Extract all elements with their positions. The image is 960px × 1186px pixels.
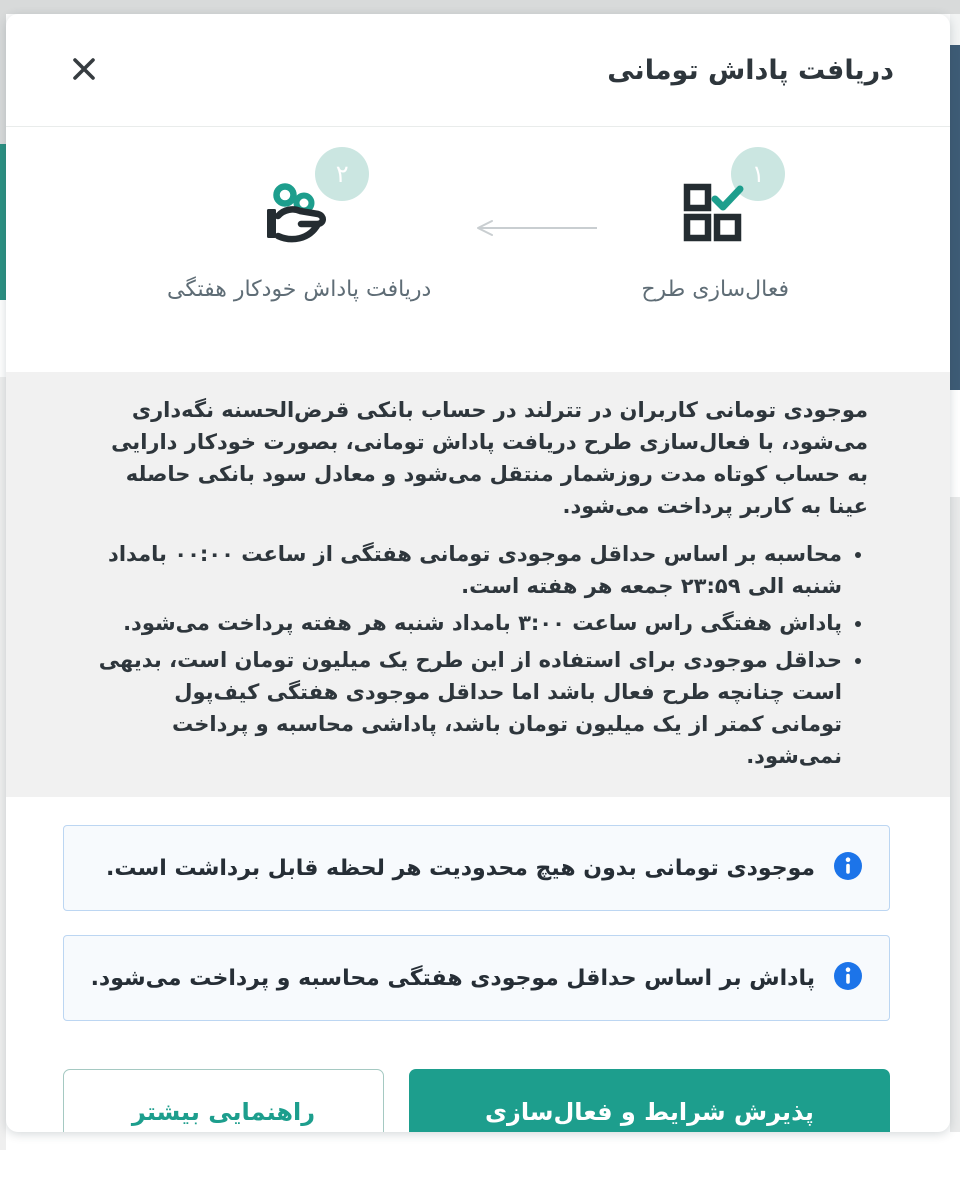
list-item: • حداقل موجودی برای استفاده از این طرح یک میلیون تومان است، بدیهی است چنانچه طرح فعال باشد اما حداقل موجودی هفتگی کیف‌پول تومانی کمتر از یک میلیون تومان باشد، پاداشی محاسبه و پرداخت نمی‌شود.	[96, 644, 842, 772]
info-note-withdraw	[63, 825, 890, 911]
page-background-right	[950, 390, 960, 497]
action-buttons	[63, 1069, 890, 1132]
step-number-badge: ۱	[731, 147, 785, 201]
modal-title: دریافت پاداش تومانی	[607, 54, 894, 86]
step-activate-plan	[641, 160, 789, 302]
close-icon	[68, 53, 100, 88]
info-icon	[833, 961, 863, 995]
accept-activate-button[interactable]: پذیرش شرایط و فعال‌سازی	[409, 1069, 890, 1132]
note-text: پاداش بر اساس حداقل موجودی هفتگی محاسبه و پرداخت می‌شود.	[90, 965, 815, 991]
plan-description: موجودی تومانی کاربران در تترلند در حساب بانکی قرض‌الحسنه نگه‌داری می‌شود، با فعال‌سازی طرح دریافت پاداش تومانی، بصورت خودکار دارایی به حساب کوتاه مدت روزشمار منتقل می‌شود و معادل سود بانکی حاصله عینا به کاربر پرداخت می‌شود.	[111, 398, 868, 518]
page-background-right	[950, 497, 960, 1132]
reward-modal	[6, 14, 950, 1132]
hand-coins-icon	[264, 182, 334, 248]
close-button[interactable]	[64, 49, 104, 92]
note-text: موجودی تومانی بدون هیچ محدودیت هر لحظه قابل برداشت است.	[105, 855, 815, 881]
steps-indicator	[6, 127, 950, 372]
page-background-top	[0, 0, 960, 14]
page-background-right	[950, 14, 960, 45]
step-label: دریافت پاداش خودکار هفتگی	[167, 277, 432, 302]
info-note-calculation	[63, 935, 890, 1021]
step-label: فعال‌سازی طرح	[641, 277, 789, 302]
more-help-button[interactable]: راهنمایی بیشتر	[63, 1069, 384, 1132]
modal-header	[6, 14, 950, 127]
plan-rules-list	[96, 538, 842, 772]
info-icon	[833, 851, 863, 885]
step-weekly-reward	[167, 160, 432, 302]
list-item: • محاسبه بر اساس حداقل موجودی تومانی هفتگی از ساعت ۰۰:۰۰ بامداد شنبه الی ۲۳:۵۹ جمعه هر هفته است.	[96, 538, 842, 602]
list-item: • پاداش هفتگی راس ساعت ۳:۰۰ بامداد شنبه هر هفته پرداخت می‌شود.	[96, 607, 842, 639]
plan-check-icon	[683, 183, 747, 247]
step-number-badge: ۲	[315, 147, 369, 201]
arrow-left-icon	[471, 219, 601, 241]
plan-description-panel	[6, 372, 950, 797]
page-background-right	[950, 45, 960, 390]
